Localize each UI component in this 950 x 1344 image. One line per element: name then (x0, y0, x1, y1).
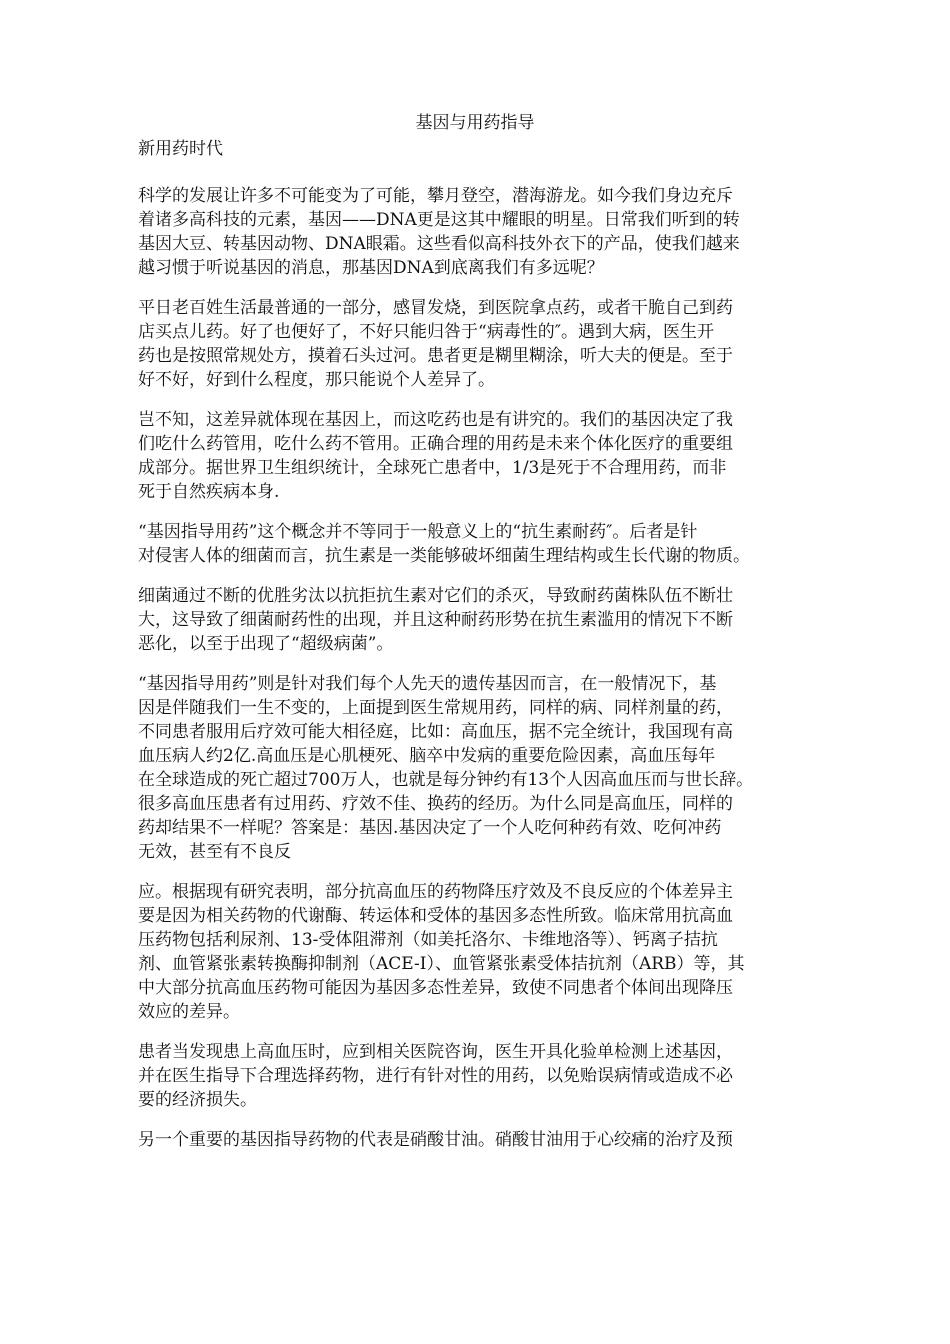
text-line: 细菌通过不断的优胜劣汰以抗拒抗生素对它们的杀灭，导致耐药菌株队伍不断壮 (138, 586, 733, 606)
text-line: 血压病人约2亿.高血压是心肌梗死、脑卒中发病的重要危险因素，高血压每年 (138, 746, 716, 766)
paragraph (138, 1128, 818, 1152)
text-line: 患者当发现患上高血压时，应到相关医院咨询，医生开具化验单检测上述基因， (138, 1042, 733, 1062)
text-line: 无效，甚至有不良反 (138, 842, 291, 862)
text-line: 因是伴随我们一生不变的，上面提到医生常规用药，同样的病、同样剂量的药， (138, 698, 733, 718)
text-line: 恶化，以至于出现了“超级病菌”。 (138, 634, 394, 654)
paragraph (138, 880, 818, 1024)
text-line: 另一个重要的基因指导药物的代表是硝酸甘油。硝酸甘油用于心绞痛的治疗及预 (138, 1130, 733, 1150)
paragraph (138, 584, 818, 656)
paragraph (138, 408, 818, 504)
text-line: “基因指导用药”这个概念并不等同于一般意义上的“抗生素耐药″。后者是针 (138, 522, 698, 542)
text-line: 很多高血压患者有过用药、疗效不佳、换药的经历。为什么同是高血压，同样的 (138, 794, 733, 814)
text-line: 着诸多高科技的元素，基因——DNA更是这其中耀眼的明星。日常我们听到的转 (138, 210, 740, 230)
text-line: 科学的发展让许多不可能变为了可能，攀月登空，潜海游龙。如今我们身边充斥 (138, 186, 733, 206)
text-line: 店买点儿药。好了也便好了，不好只能归咎于“病毒性的″。遇到大病，医生开 (138, 322, 715, 342)
text-line: 平日老百姓生活最普通的一部分，感冒发烧，到医院拿点药，或者干脆自己到药 (138, 298, 733, 318)
text-line: “基因指导用药”则是针对我们每个人先天的遗传基因而言，在一般情况下，基 (138, 674, 717, 694)
text-line: 剂、血管紧张素转换酶抑制剂（ACE-I）、血管紧张素受体拮抗剂（ARB）等，其 (138, 954, 745, 974)
text-line: 好不好，好到什么程度，那只能说个人差异了。 (138, 370, 495, 390)
text-line: 药也是按照常规处方，摸着石头过河。患者更是糊里糊涂，听大夫的便是。至于 (138, 346, 733, 366)
text-line: 要是因为相关药物的代谢酶、转运体和受体的基因多态性所致。临床常用抗高血 (138, 906, 733, 926)
text-line: 成部分。据世界卫生组织统计，全球死亡患者中，1/3是死于不合理用药，而非 (138, 458, 727, 478)
text-line: 并在医生指导下合理选择药物，进行有针对性的用药，以免贻误病情或造成不必 (138, 1066, 733, 1086)
paragraph (138, 672, 818, 864)
text-line: 越习惯于听说基因的消息，那基因DNA到底离我们有多远呢？ (138, 258, 604, 278)
document-body (138, 184, 818, 1152)
text-line: 死于自然疾病本身. (138, 482, 280, 502)
paragraph (138, 1040, 818, 1112)
text-line: 在全球造成的死亡超过700万人，也就是每分钟约有13个人因高血压而与世长辞。 (138, 770, 754, 790)
text-line: 不同患者服用后疗效可能大相径庭，比如：高血压，据不完全统计，我国现有高 (138, 722, 733, 742)
paragraph (138, 520, 818, 568)
text-line: 药却结果不一样呢？答案是：基因.基因决定了一个人吃何种药有效、吃何冲药 (138, 818, 722, 838)
paragraph (138, 296, 818, 392)
text-line: 对侵害人体的细菌而言，抗生素是一类能够破坏细菌生理结构或生长代谢的物质。 (138, 546, 750, 566)
text-line: 效应的差异。 (138, 1002, 240, 1022)
text-line: 岂不知，这差异就体现在基因上，而这吃药也是有讲究的。我们的基因决定了我 (138, 410, 733, 430)
text-line: 基因大豆、转基因动物、DNA眼霜。这些看似高科技外衣下的产品，使我们越来 (138, 234, 740, 254)
text-line: 要的经济损失。 (138, 1090, 257, 1110)
document-subtitle: 新用药时代 (138, 139, 223, 159)
document-title: 基因与用药指导 (415, 113, 535, 133)
text-line: 应。根据现有研究表明，部分抗高血压的药物降压疗效及不良反应的个体差异主 (138, 882, 733, 902)
text-line: 压药物包括利尿剂、13-受体阻滞剂（如美托洛尔、卡维地洛等）、钙离子拮抗 (138, 930, 718, 950)
text-line: 们吃什么药管用，吃什么药不管用。正确合理的用药是未来个体化医疗的重要组 (138, 434, 733, 454)
paragraph (138, 184, 818, 280)
text-line: 大，这导致了细菌耐药性的出现，并且这种耐药形势在抗生素滥用的情况下不断 (138, 610, 733, 630)
text-line: 中大部分抗高血压药物可能因为基因多态性差异，致使不同患者个体间出现降压 (138, 978, 733, 998)
